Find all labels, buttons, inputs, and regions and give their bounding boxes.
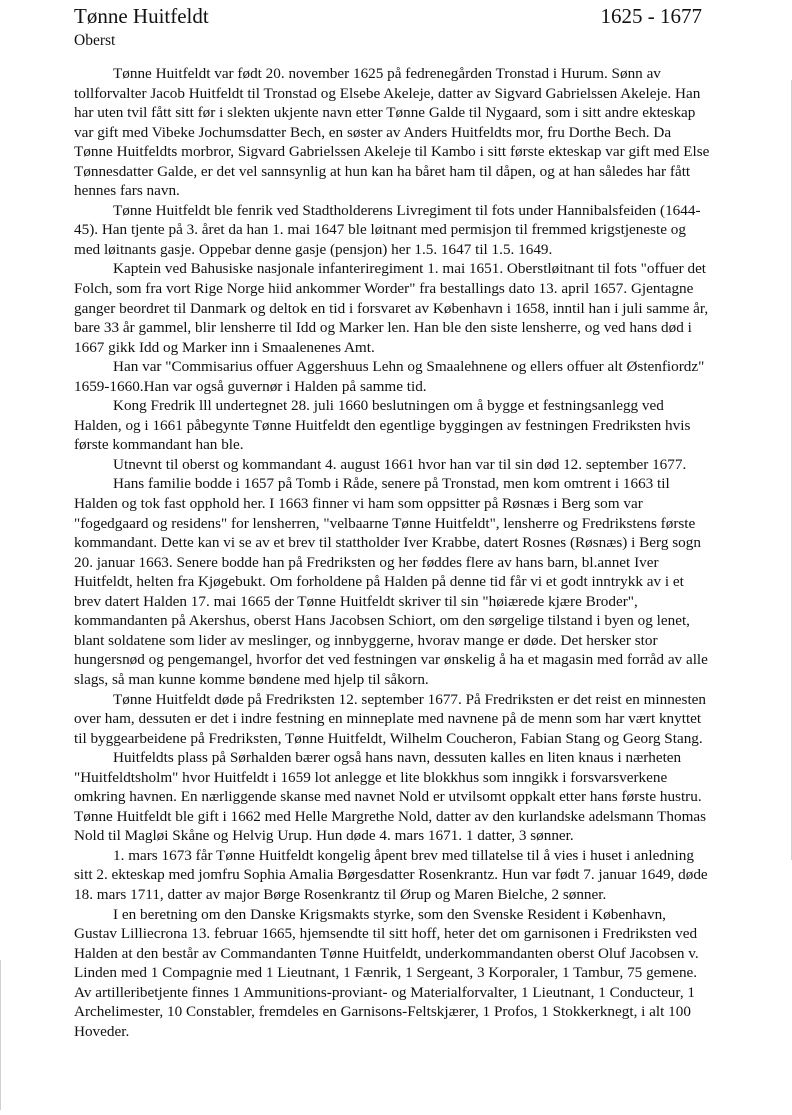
rank-subtitle: Oberst [74, 32, 116, 49]
page-title: Tønne Huitfeldt [74, 4, 209, 28]
left-edge-line [0, 960, 1, 1110]
life-years: 1625 - 1677 [600, 4, 702, 28]
paragraph-garrison: I en beretning om den Danske Krigsmakts styrke, som den Svenske Resident i København, Gustav Lilliecrona 13. februar 1665, hjemsendte til sitt hoff, heter det om garnisonen i Fredriksten ved Halden at den består av Commandanten Tønne Huitfeldt, underkommandanten oberst Oluf Jacobsen v. Linden med 1 Compagnie med 1 Lieutnant, 1 Fænrik, 1 Sergeant, 3 Korporaler, 1 Tambur, 75 gemene. Av artilleribetjente finnes 1 Ammunitions-proviant- og Materialforvalter, 1 Lieutnant, 1 Conducteur, 1 Archelimester, 10 Constabler, fremdeles en Garnisons-Feltskjærer, 1 Profos, 1 Stokkerknegt, i alt 100 Hoveder. [74, 905, 699, 1040]
paragraph-family: Hans familie bodde i 1657 på Tomb i Råde, senere på Tronstad, men kom omtrent i 1663 til Halden og tok fast opphold her. I 1663 finner vi ham som oppsitter på Røsnæs i Berg som var "fogedgaard og residens" for lensherren, "velbaarne Tønne Huitfeldt", lensherre og Fredrikstens første kommandant. Dette kan vi se av et brev til stattholder Iver Krabbe, datert Rosnes (Røsnæs) i Berg sogn 20. januar 1663. Senere bodde han på Fredriksten og her føddes flere av hans barn, bl.annet Iver Huitfeldt, helten fra Kjøgebukt. Om forholdene på Halden på denne tid får vi et godt inntrykk av i et brev datert Halden 17. mai 1665 der Tønne Huitfeldt skriver til sin "høiærede kjære Broder", kommandanten på Akershus, oberst Hans Jacobsen Schiort, om den sørgelige tilstand i byen og lenet, blant soldatene som lider av meslinger, og innbyggerne, hvorav mange er døde. Det hersker stor hungersnød og pengemangel, hvorfor det ved festningen var ønskelig å ha et magasin med forråd av alle slags, så man kunne komme bøndene med hjelp til såkorn. [74, 475, 708, 688]
paragraph-huitfeldtsholm: Huitfeldts plass på Sørhalden bærer også hans navn, dessuten kalles en liten knaus i nærheten "Huitfeldtsholm" hvor Huitfeldt i 1659 lot anlegge et lite blokkhus som inngikk i forsvarsverkene omkring havnen. En nærliggende skanse med navnet Nold er utvilsomt oppkalt etter hans første hustru. Tønne Huitfeldt ble gift i 1662 med Helle Margrethe Nold, datter av den kurlandske adelsmann Thomas Nold til Magløi Skåne og Helvig Urup. Hun døde 4. mars 1671. 1 datter, 3 sønner. [74, 749, 707, 845]
paragraph-second-marriage: 1. mars 1673 får Tønne Huitfeldt kongelig åpent brev med tillatelse til å vies i huset i anledning sitt 2. ekteskap med jomfru Sophia Amalia Børgesdatter Rosenkrantz. Hun var født 7. januar 1649, døde 18. mars 1711, datter av major Børge Rosenkrantz til Ørup og Maren Bielche, 2 sønner. [74, 846, 708, 903]
paragraph-fenrik: Tønne Huitfeldt ble fenrik ved Stadtholderens Livregiment til fots under Hannibalsfeiden (1644- 45). Han tjente på 3. året da han 1. mai 1647 ble løitnant med permisjon til fremmed krigstjeneste og med løitnants gasje. Oppebar denne gasje (pensjon) her 1.5. 1647 til 1.5. 1649. [74, 201, 701, 258]
paragraph-oberst: Utnevnt til oberst og kommandant 4. august 1661 hvor han var til sin død 12. september 1677. [113, 455, 687, 473]
paragraph-fredriksten: Kong Fredrik lll undertegnet 28. juli 1660 beslutningen om å bygge et festningsanlegg ved Halden, og i 1661 påbegynte Tønne Huitfeldt den egentlige byggingen av festningen Fredriksten hvis første kommandant han ble. [74, 397, 691, 454]
paragraph-kaptein: Kaptein ved Bahusiske nasjonale infanteriregiment 1. mai 1651. Oberstløitnant til fots "offuer det Folch, som fra vort Rige Norge hiid ankommer Worder" fra bestallings dato 13. april 1657. Gjentagne ganger beordret til Danmark og deltok en tid i forsvaret av København i 1658, inntil han i juli samme år, bare 33 år gammel, blir lensherre til Idd og Marker len. Han ble den siste lensherre, og ved hans død i 1667 gikk Idd og Marker inn i Smaalenenes Amt. [74, 260, 709, 356]
paragraph-birth: Tønne Huitfeldt var født 20. november 1625 på fedrenegården Tronstad i Hurum. Sønn av tollforvalter Jacob Huitfeldt til Tronstad og Elsebe Akeleje, datter av Sigvard Gabrielssen Akeleje. Han har uten tvil fått sitt før i slekten ukjente navn etter Tønne Galde til Nygaard, som i sitt andre ekteskap var gift med Vibeke Jochumsdatter Bech, en søster av Anders Huitfeldts mor, fru Dorthe Bech. Da Tønne Huitfeldts morbror, Sigvard Gabrielssen Akeleje til Kambo i sitt første ekteskap var gift med Else Tønnesdatter Galde, er det vel sannsynlig at hun kan ha båret ham til dåpen, og at han således har fått hennes fars navn. [74, 65, 710, 200]
document-header [74, 4, 714, 58]
paragraph-commisarius: Han var "Commisarius offuer Aggershuus Lehn og Smaalehnene og ellers offuer alt Østenfiordz" 1659-1660.Han var også guvernør i Halden på samme tid. [74, 358, 705, 395]
paragraph-death: Tønne Huitfeldt døde på Fredriksten 12. september 1677. På Fredriksten er det reist en minnesten over ham, dessuten er det i indre festning en minneplate med navnene på de menn som har vært knyttet til byggearbeidene på Fredriksten, Tønne Huitfeldt, Wilhelm Coucheron, Fabian Stang og Georg Stang. [74, 690, 707, 747]
document-body [74, 64, 710, 1041]
